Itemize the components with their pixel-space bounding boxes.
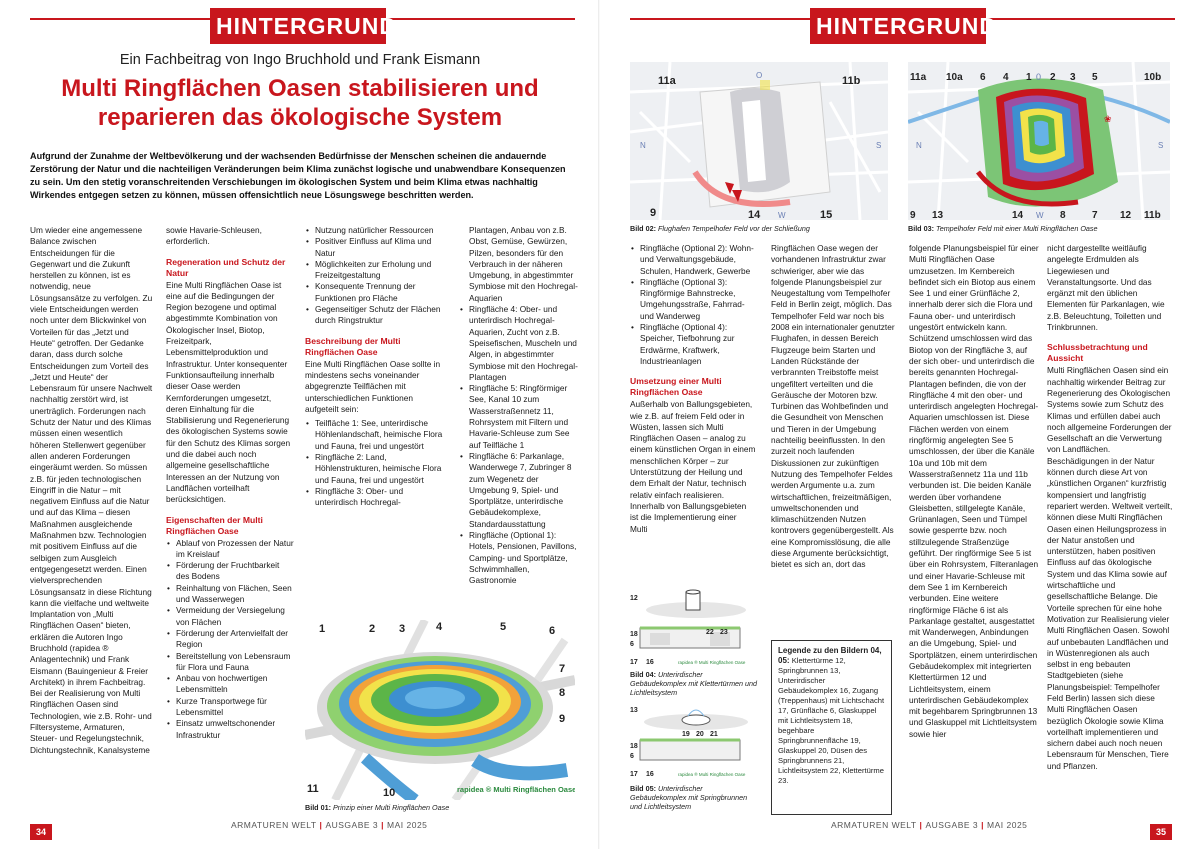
list-item: • Ringfläche 3: Ober- und unterirdisch Hochregal-: [305, 486, 447, 509]
list-item: • Förderung der Artenvielfalt der Region: [166, 628, 294, 651]
list-item: • Bereitstellung von Lebensraum für Flora und Fauna: [166, 651, 294, 674]
caption-label: Bild 03:: [908, 224, 934, 233]
section-header: HINTERGRUND: [210, 8, 386, 44]
figure-label: 7: [559, 663, 566, 675]
list-item: • Ringfläche 6: Parkanlage, Wanderwege 7, Zubringer 8 zum Wegenetz der Umgebung 9, Spiel- und Sportplätze, unterirdische Gebäudekomplexe, Standardausstattung: [459, 451, 579, 530]
figure-legend: [771, 640, 892, 815]
map-tempelhof-oasis: [908, 62, 1170, 220]
footer: ARMATUREN WELT | AUSGABE 3 | MAI 2025: [231, 820, 428, 830]
figure-label: 18: [630, 631, 638, 638]
column-1: [30, 225, 153, 756]
caption-text: Flughafen Tempelhofer Feld vor der Schließung: [657, 224, 810, 233]
compass-w: W: [1036, 211, 1044, 220]
list-item: • Ablauf von Prozessen der Natur im Kreislauf: [166, 538, 294, 561]
diagram-building-fountain: [630, 702, 760, 782]
footer-date: MAI 2025: [987, 820, 1028, 830]
footer-date: MAI 2025: [387, 820, 428, 830]
list-item: • Anbau von hochwertigen Lebensmitteln: [166, 673, 294, 696]
figure-label: 11: [307, 783, 319, 795]
page-right: [600, 0, 1200, 849]
compass-n: N: [916, 141, 922, 150]
figure-label: 9: [559, 713, 566, 725]
body-text: Um wieder eine angemessene Balance zwischen Entscheidungen für die Gegenwart und die Zukunft herstellen zu können, ist es notwendig, neue Lösungsansätze zu verfolgen. Zu viele Entscheidungen werden noch unter dem Blickwinkel von Vorteilen für das „Jetzt und Heute“ getroffen. Der Gedanke daran, dass durch solche Entscheidungen zum Vorteil des „Jetzt und Heute“ der Lebensraum für unsere Nachwelt nachhaltig zerstört wird, ist unerträglich. Forderungen nach Schutz der Natur und des Klimas müssen einen wesentlich höheren Stellenwert gegenüber allen anderen Forderungen eingeräumt werden. So müssen z.B. für jeden technologischen Eingriff in die Natur – mit negativem Einfluss auf die Natur und auf das Klima – diesen Maßnahmen ausgleichende Maßnahmen bzw. Technologien mit positivem Einfluss auf die selbigen zum Ausgleich entgegengesetzt werden. Einen vielversprechenden Lösungsansatz in diese Richtung kann die vielfache und weltweite Implantation von „Multi Ringflächen Oasen“ bieten, erklären die Autoren Ingo Bruchhold (rapidea ® Anlagentechnik) und Frank Eismann (Bauingenieur & Freier Architekt) in ihrem Fachbeitrag. Bei der Realisierung von Multi Ringflächen Oasen sind Technologien, wie z.B. Rohr- und Filtersysteme, Armaturen, Steuer- und Regelungstechnik, Dichtungstechnik, Kanalsysteme: [30, 225, 153, 755]
diagram-building-climbing: [630, 588, 760, 670]
ring-oasis-diagram: [305, 620, 575, 800]
figure-brand: rapidea ® Multi Ringflächen Oase: [457, 785, 575, 794]
caption-text: Unterirdischer Gebäudekomplex mit Springbrunnen und Lichtleitsystem: [630, 784, 748, 811]
list-item: • Vermeidung der Versiegelung von Flächen: [166, 605, 294, 628]
map-label: 11b: [842, 75, 861, 87]
list-item: • Ringfläche 2: Land, Höhlenstrukturen, heimische Flora und Fauna, frei und ungestört: [305, 452, 447, 486]
legend-text: Klettertürme 12, Springbrunnen 13, Unterirdischer Gebäudekomplex 16, Zugang (Treppenhaus) mit Lichtschacht 17, Grünfläche 6, Glaskuppel mit Lichtleitsystem 18, begehbare Springbrunnenfläche 19, Glaskuppel 20, Düsen des Springbrunnens 21, Lichtleitsystem 22, Klettertürme 23.: [778, 656, 885, 785]
properties-list: [166, 538, 294, 741]
figure-label: 5: [500, 621, 507, 633]
figure-label: 16: [646, 659, 654, 666]
section-heading: Eigenschaften der Multi Ringflächen Oase: [166, 514, 263, 536]
body-text: Plantagen, Anbau von z.B. Obst, Gemüse, Gewürzen, Pilzen, besonders für den Verbrauch in der näheren Umgebung, in abgestimmter Symbiose mit den Hochregal-Aquarien: [469, 225, 578, 303]
figure-label: 17: [630, 771, 638, 778]
map-label: 9: [650, 207, 657, 219]
caption-label: Bild 05:: [630, 784, 656, 793]
figure-caption: [908, 224, 1170, 233]
footer: ARMATUREN WELT | AUSGABE 3 | MAI 2025: [831, 820, 1028, 830]
map-label: 7: [1092, 210, 1098, 220]
compass-n: N: [640, 141, 646, 150]
body-text: Eine Multi Ringflächen Oase sollte in mindestens sechs voneinander abgegrenzte Teilflächen mit unterschiedlichen Funktionen aufgeteilt sein:: [305, 358, 441, 414]
surfaces-list-cont: [459, 304, 579, 586]
figure-label: 13: [630, 707, 638, 714]
figure-label: 6: [630, 641, 634, 648]
page-number: 34: [30, 824, 52, 840]
list-item: • Ringfläche (Optional 4): Speicher, Tiefbohrung zur Erdwärme, Kraftwerk, Industrieanlagen: [630, 322, 756, 367]
list-item: • Gegenseitiger Schutz der Flächen durch Ringstruktur: [305, 304, 447, 327]
list-item: • Nutzung natürlicher Ressourcen: [305, 225, 447, 236]
column-4: [459, 225, 579, 587]
map-label: 3: [1070, 72, 1076, 83]
caption-label: Bild 02:: [630, 224, 656, 233]
figure-label: 19: [682, 731, 690, 738]
list-item: • Ringfläche 5: Ringförmiger See, Kanal 10 zum Wasserstraßennetz 11, Rohrsystem mit Filtern und Havarie-Schleuse zum See auf Teilfläche 1: [459, 383, 579, 451]
title-line-2: reparieren das ökologische System: [97, 104, 503, 131]
figure-brand: rapidea ® Multi Ringflächen Oase: [678, 660, 746, 665]
map-label: 10a: [946, 72, 963, 83]
list-item: • Konsequente Trennung der Funktionen pro Fläche: [305, 281, 447, 304]
optional-surfaces-list: [630, 243, 756, 367]
section-heading: Schlussbetrachtung und Aussicht: [1047, 342, 1148, 364]
body-text: folgende Planungsbeispiel für einer Multi Ringflächen Oase umzusetzen. Im Kernbereich befindet sich ein Biotop aus einem See 1 und einer Grünfläche 2, innerhalb derer sich die Flora und Fauna ober- und unterirdisch ungestört entwickeln kann. Schützend umschlossen wird das Biotop von der Ringfläche 3, auf der sich ober- und unterirdisch die bereits genannten Hochregal-Plantagen befinden, die von der Ringfläche 4 mit den ober- und unterirdisch angelegten Hochregal-Aquarien umschlossen ist. Diese Flächen werden von einem ringförmig angelegten See 5 umschlossen, der über die Kanäle 10a und 10b mit dem Wasserstraßennetz 11a und 11b verbunden ist. Die beiden Kanäle werden über vorhandene Gleisbetten, stillgelegte Kanäle, Grünanlagen, Seen und Tümpel sowie gesperrte bzw. noch stillzulegende Straßenzüge geführt. Der ringförmige See 5 ist über ein Rohrsystem, Filteranlagen und einer Havarie-Schleuse mit dem See 1 im Kernbereich verbunden. Eine weitere ringförmige Fläche 6 ist als Parkanlage gestaltet, ausgestattet mit Wanderwegen, Anbindungen an die Umgebung, Spiel- und Sportplätzen, einem unterirdischen Gebäudekomplex mit integrierten Klettertürmen 12 und Lichtleitsystem, einem unterirdischen Gebäudekomplex mit begehbarem Springbrunnen 13 und Glaskuppel mit Lichtleitsystem sowie hier: [909, 243, 1039, 739]
map-marker: ❀: [1104, 114, 1112, 124]
list-item: • Positiver Einfluss auf Klima und Natur: [305, 236, 447, 259]
body-text: Eine Multi Ringflächen Oase ist eine auf die Bedingungen der Region bezogene und optimal abgestimmte Kombination von Ökologischer Insel, Biotop, Freizeitpark, Lebensmittelproduktion und Infrastruktur. Unter konsequenter Funktionsaufteilung innerhalb dieser Oase werden Kernforderungen umgesetzt, deren Einhaltung für die Stabilisierung und Regenerierung des ökologischen Systems sowie für den Schutz des Klimas sorgen und die dabei auch noch allgemeine gesellschaftliche Interessen an der Nutzung von Landflächen vorteilhaft berücksichtigen.: [166, 279, 291, 505]
column-6: [771, 243, 897, 571]
map-label: 10b: [1144, 72, 1162, 83]
figure-label: 8: [559, 687, 566, 699]
map-label: 13: [932, 210, 944, 220]
map-label: 15: [820, 209, 833, 220]
list-item: • Ringfläche (Optional 2): Wohn- und Verwaltungsgebäude, Schulen, Handwerk, Gewerbe: [630, 243, 756, 277]
figure-caption: [630, 224, 890, 233]
compass-o: O: [756, 71, 763, 80]
caption-label: Bild 04:: [630, 670, 656, 679]
title-line-1: Multi Ringflächen Oasen stabilisieren und: [61, 75, 539, 102]
figure-caption: [305, 803, 575, 812]
map-label: 12: [1120, 210, 1132, 220]
figure-label: 22: [706, 629, 714, 636]
body-text: sowie Havarie-Schleusen, erforderlich.: [166, 225, 262, 247]
page-number: 35: [1150, 824, 1172, 840]
figure-building-fountain: [630, 702, 760, 782]
caption-text: Unterirdischer Gebäudekomplex mit Klettertürmen und Lichtleitsystem: [630, 670, 758, 697]
list-item: • Einsatz umweltschonender Infrastruktur: [166, 718, 294, 741]
caption-text: Tempelhofer Feld mit einer Multi Ringflächen Oase: [935, 224, 1098, 233]
compass-s: S: [876, 141, 882, 150]
column-3: [305, 225, 447, 509]
map-label: 2: [1050, 72, 1056, 83]
section-heading: Regeneration und Schutz der Natur: [166, 256, 286, 278]
caption-label: Bild 01:: [305, 803, 331, 812]
section-heading: Beschreibung der Multi Ringflächen Oase: [305, 335, 401, 357]
compass-w: W: [778, 211, 786, 220]
footer-magazine: ARMATUREN WELT: [831, 820, 917, 830]
map-label: 5: [1092, 72, 1098, 83]
column-8: [1047, 243, 1173, 772]
column-5: [630, 243, 756, 535]
figure-tempelhof-before: [630, 62, 888, 220]
map-label: 11a: [910, 72, 927, 83]
body-text: Ringflächen Oase wegen der vorhandenen Infrastruktur zwar schwieriger, aber wie das folgende Planungsbeispiel zur Neugestaltung vom Tempelhofer Feld in Berlin zeigt, möglich. Das Tempelhofer Feld war noch bis 2008 ein internationaler genutzter Flughafen, in dessen Bereich Flugzeuge beim Starten und Landen Rückstände der verbrannten Treibstoffe meist ungefiltert verteilten und die Geräusche der Motoren bzw. Turbinen das Wohlbefinden und die Gesundheit von Menschen und Tieren in der Umgebung nachteilig beeinflussten. In den zurzeit noch laufenden Diskussionen zur zukünftigen Nutzung des Tempelhofer Feldes werden Argumente u.a. zum wirtschaftlichen, freizeitmäßigen, umweltschonenden und klimaschützenden Nutzen kontrovers gegenübergestellt. Als eine Kompromisslösung, die alle diese Argumente berücksichtigt, bietet es sich an, dort das: [771, 243, 895, 570]
map-tempelhof-before: [630, 62, 888, 220]
map-label: 4: [1003, 72, 1009, 83]
figure-label: 20: [696, 731, 704, 738]
article-title: [40, 74, 560, 132]
lead-paragraph: Aufgrund der Zunahme der Weltbevölkerung und der wachsenden Bedürfnisse der Menschen scheinen die andauernde Zerstörung der Natur und die nachteiligen Veränderungen beim Klima zunächst logische und unabwendbare Konsequenzen zu sein. Um den stetig voranschreitenden Verschiebungen im ökologischen System und beim Klima etwas nachhaltig Wirkendes entgegen setzen zu können, müssen offensichtlich neue Lösungswege beschritten werden.: [30, 151, 566, 200]
footer-issue: AUSGABE 3: [925, 820, 979, 830]
map-label: 6: [980, 72, 986, 83]
figure-label: 21: [710, 731, 718, 738]
list-item: • Förderung der Fruchtbarkeit des Bodens: [166, 560, 294, 583]
figure-tempelhof-oasis: [908, 62, 1170, 220]
compass-o: 0: [1036, 72, 1042, 82]
column-2: [166, 225, 294, 741]
list-item: • Teilfläche 1: See, unterirdische Höhlenlandschaft, heimische Flora und Fauna, frei und ungestört: [305, 418, 447, 452]
figure-label: 6: [549, 625, 556, 637]
section-heading: Umsetzung einer Multi Ringflächen Oase: [630, 376, 722, 398]
figure-brand: rapidea ® Multi Ringflächen Oase: [678, 772, 746, 777]
figure-label: 4: [436, 621, 443, 633]
caption-text: Prinzip einer Multi Ringflächen Oase: [332, 803, 450, 812]
map-label: 14: [748, 209, 761, 220]
body-text: Außerhalb von Ballungsgebieten, wie z.B. auf freiem Feld oder in Wüsten, lassen sich Multi Ringflächen Oasen – analog zu einem künstlichen Organ in einem menschlichen Körper – zur Unterstützung der Heilung und dem Erhalt der Natur, technisch relativ einfach realisieren. Innerhalb von Ballungsgebieten ist die Implementierung einer Multi: [630, 399, 756, 534]
map-label: 14: [1012, 210, 1024, 220]
figure-label: 16: [646, 771, 654, 778]
section-header: HINTERGRUND: [810, 8, 986, 44]
list-item: • Möglichkeiten zur Erholung und Freizeitgestaltung: [305, 259, 447, 282]
map-label: 11a: [658, 75, 676, 87]
list-item: • Reinhaltung von Flächen, Seen und Wasserwegen: [166, 583, 294, 606]
properties-list-cont: [305, 225, 447, 327]
footer-issue: AUSGABE 3: [325, 820, 379, 830]
map-label: 9: [910, 210, 916, 220]
footer-magazine: ARMATUREN WELT: [231, 820, 317, 830]
body-text: Multi Ringflächen Oasen sind ein nachhaltig wirkender Beitrag zur Regenerierung des Ökologischen Systems sowie zum Schutz des Klimas und erfüllen dabei auch noch allgemeine Forderungen der Gesellschaft an die Verwertung von Landflächen. Beschädigungen in der Natur können durch diese Art von „künstlichen Organen“ kurzfristig kompensiert und langfristig repariert werden. Weltweit verteilt, können diese Multi Ringflächen Oasen einen Heilungsprozess in der Natur anstoßen und unterstützen, haben positiven Einfluss auf das ökologische System und das Klima sowie auf wirtschaftliche und gesellschaftliche Belange. Die Vorteile sprechen für eine hohe Motivation zur Realisierung vieler Multi Ringflächen Oasen. Sowohl auf unbebauten Landflächen und in Wüstenregionen als auch selbst in eng bebauten Stadtgebieten (siehe Planungsbeispiel: Tempelhofer Feld Berlin) lassen sich diese Multi Ringflächen Oasen bezüglich Ökologie sowie Klima vorteilhaft implementieren und sichern dabei auch noch neuen Lebensraum für Menschen, Tiere und Pflanzen.: [1047, 365, 1173, 771]
figure-label: 23: [720, 629, 728, 636]
map-label: 8: [1060, 210, 1066, 220]
figure-label: 6: [630, 753, 634, 760]
list-item: • Ringfläche 4: Ober- und unterirdisch Hochregal-Aquarien, Zucht von z.B. Speisefischen, Muscheln und Algen, in abgestimmter Symbiose mit den Hochregal-Plantagen: [459, 304, 579, 383]
map-label: 1: [1026, 72, 1032, 83]
figure-label: 10: [383, 787, 396, 799]
figure-label: 12: [630, 595, 638, 602]
figure-caption: [630, 670, 760, 697]
figure-label: 3: [399, 623, 406, 635]
figure-label: 18: [630, 743, 638, 750]
legend-title: Legende zu den Bildern 04, 05:: [778, 646, 882, 665]
figure-label: 2: [369, 623, 376, 635]
figure-label: 1: [319, 623, 326, 635]
body-text: nicht dargestellte weitläufig angelegte Erdmulden als Liegewiesen und Veranstaltungsorte. Und das ergänzt mit den üblichen Elementen für Parkanlagen, wie z.B. Beleuchtung, Toiletten und Trinkbrunnen.: [1047, 243, 1165, 333]
list-item: • Ringfläche (Optional 1): Hotels, Pensionen, Pavillons, Camping- und Sportplätze, Schwimmhallen, Gastronomie: [459, 530, 579, 586]
figure-caption: [630, 784, 760, 811]
figure-ring-oasis: [305, 620, 575, 800]
compass-s: S: [1158, 141, 1164, 150]
list-item: • Kurze Transportwege für Lebensmittel: [166, 696, 294, 719]
article-subtitle: Ein Fachbeitrag von Ingo Bruchhold und Frank Eismann: [119, 52, 481, 68]
column-7: [909, 243, 1039, 740]
figure-label: 17: [630, 659, 638, 666]
list-item: • Ringfläche (Optional 3): Ringförmige Bahnstrecke, Umgehungsstraße, Fahrrad- und Wanderweg: [630, 277, 756, 322]
map-label: 11b: [1144, 210, 1161, 220]
surfaces-list: [305, 418, 447, 508]
figure-building-climbing: [630, 588, 760, 670]
